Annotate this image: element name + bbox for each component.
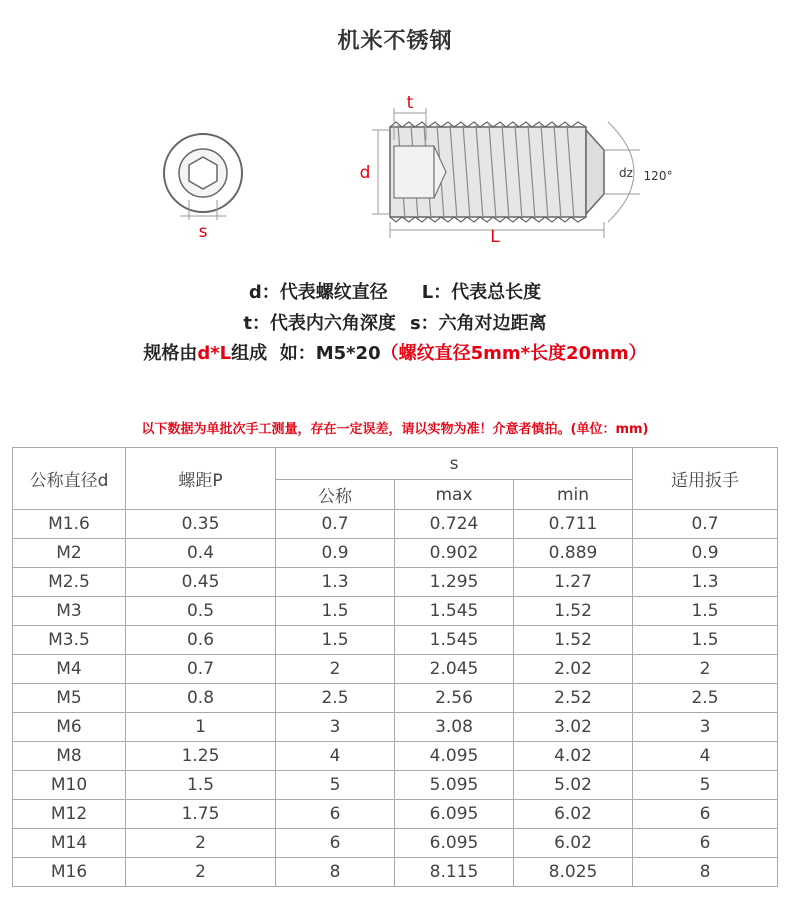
s-min-cell: 6.02	[514, 800, 633, 829]
pitch-cell: 2	[126, 858, 276, 887]
wrench-cell: 6	[633, 829, 778, 858]
pitch-cell: 0.5	[126, 597, 276, 626]
spec-red: d*L	[197, 343, 232, 364]
spec-suffix: 组成 如：M5*20	[231, 343, 381, 364]
s-nominal-cell: 6	[276, 800, 395, 829]
s-min-cell: 3.02	[514, 713, 633, 742]
measurement-notice: 以下数据为单批次手工测量，存在一定误差，请以实物为准！介意者慎拍。(单位：mm)	[141, 422, 649, 437]
table-row	[13, 568, 778, 597]
pitch-cell: 1.75	[126, 800, 276, 829]
legend-L-text: ：代表总长度	[433, 282, 542, 303]
pitch-cell: 0.6	[126, 626, 276, 655]
diameter-cell: M8	[13, 742, 126, 771]
label-dz: dz	[619, 166, 633, 180]
pitch-cell: 0.35	[126, 510, 276, 539]
legend-d-key: d	[248, 282, 262, 303]
table-row	[13, 713, 778, 742]
s-max-cell: 6.095	[395, 800, 514, 829]
s-max-cell: 1.545	[395, 626, 514, 655]
wrench-cell: 2.5	[633, 684, 778, 713]
wrench-cell: 0.7	[633, 510, 778, 539]
diameter-cell: M12	[13, 800, 126, 829]
pitch-cell: 2	[126, 829, 276, 858]
table-row	[13, 597, 778, 626]
header-wrench: 适用扳手	[633, 448, 778, 510]
diameter-cell: M5	[13, 684, 126, 713]
header-diameter: 公称直径d	[13, 448, 126, 510]
table-row	[13, 655, 778, 684]
s-max-cell: 8.115	[395, 858, 514, 887]
table-row	[13, 771, 778, 800]
diameter-cell: M1.6	[13, 510, 126, 539]
label-t: t	[406, 93, 414, 113]
s-max-cell: 0.902	[395, 539, 514, 568]
s-nominal-cell: 1.5	[276, 626, 395, 655]
label-s: s	[198, 222, 208, 242]
s-min-cell: 1.52	[514, 626, 633, 655]
end-view	[164, 134, 242, 220]
s-nominal-cell: 2	[276, 655, 395, 684]
s-max-cell: 5.095	[395, 771, 514, 800]
s-nominal-cell: 8	[276, 858, 395, 887]
diameter-cell: M6	[13, 713, 126, 742]
spec-table-body	[13, 510, 778, 887]
legend-line-3	[0, 339, 790, 365]
legend-t-text: ：代表内六角深度	[251, 313, 396, 334]
wrench-cell: 1.5	[633, 597, 778, 626]
table-row	[13, 539, 778, 568]
wrench-cell: 8	[633, 858, 778, 887]
legend-d-text: ：代表螺纹直径	[261, 282, 388, 303]
pitch-cell: 1.25	[126, 742, 276, 771]
s-max-cell: 4.095	[395, 742, 514, 771]
side-view	[372, 108, 640, 238]
s-nominal-cell: 0.7	[276, 510, 395, 539]
s-max-cell: 2.045	[395, 655, 514, 684]
s-min-cell: 1.27	[514, 568, 633, 597]
pitch-cell: 0.8	[126, 684, 276, 713]
table-row	[13, 510, 778, 539]
label-L: L	[490, 227, 500, 247]
page-title: 机米不锈钢	[337, 29, 453, 54]
wrench-cell: 2	[633, 655, 778, 684]
pitch-cell: 0.7	[126, 655, 276, 684]
header-s-max: max	[395, 480, 514, 510]
spec-prefix: 规格由	[143, 343, 198, 364]
s-nominal-cell: 5	[276, 771, 395, 800]
legend-s-key: s	[409, 313, 421, 334]
wrench-cell: 1.3	[633, 568, 778, 597]
diameter-cell: M10	[13, 771, 126, 800]
s-min-cell: 2.02	[514, 655, 633, 684]
label-angle: 120°	[643, 169, 673, 183]
diameter-cell: M3	[13, 597, 126, 626]
s-min-cell: 8.025	[514, 858, 633, 887]
s-nominal-cell: 2.5	[276, 684, 395, 713]
header-s: s	[276, 448, 633, 480]
spec-example-red: （螺纹直径5mm*长度20mm）	[380, 343, 647, 364]
legend-line-2	[0, 309, 790, 335]
s-min-cell: 5.02	[514, 771, 633, 800]
table-row	[13, 742, 778, 771]
wrench-cell: 3	[633, 713, 778, 742]
wrench-cell: 1.5	[633, 626, 778, 655]
pitch-cell: 0.4	[126, 539, 276, 568]
s-max-cell: 2.56	[395, 684, 514, 713]
diameter-cell: M3.5	[13, 626, 126, 655]
s-min-cell: 0.711	[514, 510, 633, 539]
pitch-cell: 1.5	[126, 771, 276, 800]
label-d: d	[359, 163, 371, 183]
header-s-nominal: 公称	[276, 480, 395, 510]
s-nominal-cell: 3	[276, 713, 395, 742]
diameter-cell: M16	[13, 858, 126, 887]
set-screw-diagram	[0, 80, 790, 250]
legend-t-key: t	[243, 313, 252, 334]
table-row	[13, 684, 778, 713]
s-min-cell: 1.52	[514, 597, 633, 626]
s-nominal-cell: 1.3	[276, 568, 395, 597]
s-max-cell: 0.724	[395, 510, 514, 539]
wrench-cell: 5	[633, 771, 778, 800]
diameter-cell: M2.5	[13, 568, 126, 597]
wrench-cell: 6	[633, 800, 778, 829]
pitch-cell: 1	[126, 713, 276, 742]
s-max-cell: 3.08	[395, 713, 514, 742]
header-pitch: 螺距P	[126, 448, 276, 510]
wrench-cell: 4	[633, 742, 778, 771]
header-s-min: min	[514, 480, 633, 510]
wrench-cell: 0.9	[633, 539, 778, 568]
table-row	[13, 626, 778, 655]
table-row	[13, 829, 778, 858]
s-nominal-cell: 1.5	[276, 597, 395, 626]
s-max-cell: 6.095	[395, 829, 514, 858]
table-row	[13, 858, 778, 887]
diameter-cell: M4	[13, 655, 126, 684]
s-min-cell: 0.889	[514, 539, 633, 568]
s-nominal-cell: 4	[276, 742, 395, 771]
table-row	[13, 800, 778, 829]
legend-L-key: L	[421, 282, 434, 303]
legend-line-1	[0, 278, 790, 304]
s-min-cell: 2.52	[514, 684, 633, 713]
s-min-cell: 6.02	[514, 829, 633, 858]
spec-table	[12, 447, 778, 887]
legend-s-text: ：六角对边距离	[420, 313, 547, 334]
s-nominal-cell: 6	[276, 829, 395, 858]
s-nominal-cell: 0.9	[276, 539, 395, 568]
diameter-cell: M14	[13, 829, 126, 858]
s-max-cell: 1.545	[395, 597, 514, 626]
s-min-cell: 4.02	[514, 742, 633, 771]
s-max-cell: 1.295	[395, 568, 514, 597]
pitch-cell: 0.45	[126, 568, 276, 597]
diameter-cell: M2	[13, 539, 126, 568]
